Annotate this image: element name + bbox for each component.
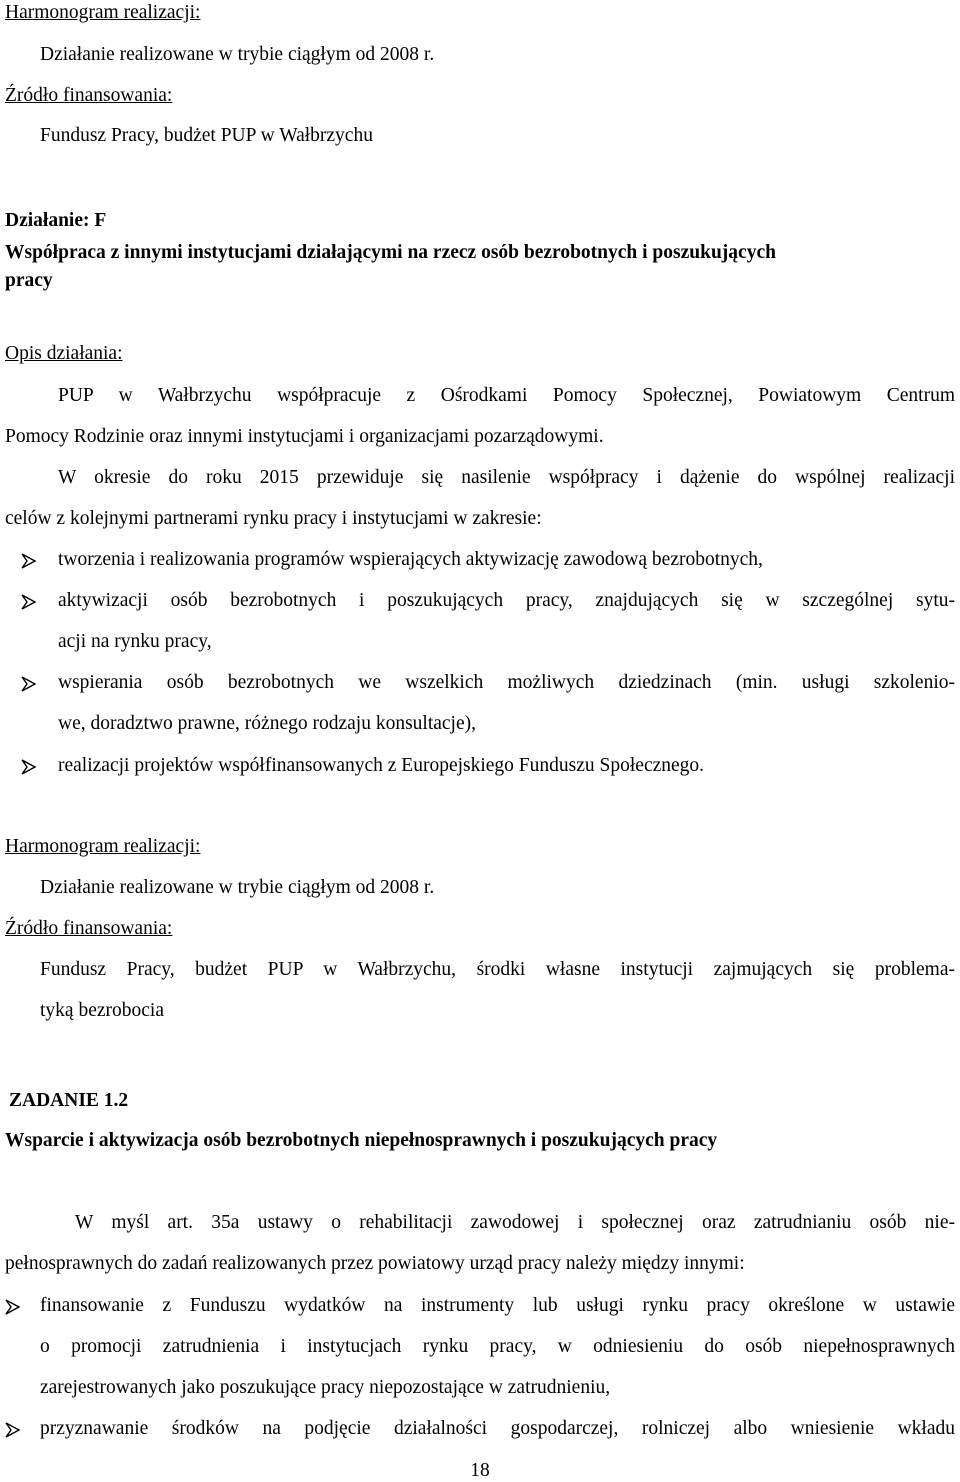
bullet-item: tworzenia i realizowania programów wspierających aktywizację zawodową bezrobotnych,: [58, 549, 763, 570]
description-label: Opis działania:: [5, 343, 123, 364]
funding-text: Fundusz Pracy, budżet PUP w Wałbrzychu: [40, 125, 373, 146]
bullet-item: realizacji projektów współfinansowanych z Europejskiego Funduszu Społecznego.: [58, 755, 705, 776]
action-title-line2: pracy: [5, 270, 53, 291]
funding-line2: tyką bezrobocia: [40, 1000, 164, 1021]
task-title: Wsparcie i aktywizacja osób bezrobotnych niepełnosprawnych i poszukujących pracy: [5, 1130, 718, 1151]
bullet-item-continuation: o promocji zatrudnienia i instytucjach rynku pracy, w odniesieniu do osób niepełnosprawnych: [40, 1336, 955, 1357]
action-title-line1: Współpraca z innymi instytucjami działającymi na rzecz osób bezrobotnych i poszukujących: [5, 242, 776, 263]
intro-line1: W myśl art. 35a ustawy o rehabilitacji zawodowej i społecznej oraz zatrudnianiu osób nie-: [75, 1212, 955, 1233]
intro-line2: pełnosprawnych do zadań realizowanych przez powiatowy urząd pracy należy między innymi:: [5, 1253, 745, 1274]
para1-line2: Pomocy Rodzinie oraz innymi instytucjami i organizacjami pozarządowymi.: [5, 426, 604, 447]
funding-label: Źródło finansowania:: [5, 85, 173, 106]
task-label: ZADANIE 1.2: [9, 1090, 129, 1111]
bullet-item: finansowanie z Funduszu wydatków na instrumenty lub usługi rynku pracy określone w ustawie: [40, 1295, 955, 1316]
bullet-arrow-icon: [21, 759, 37, 775]
page-number: 18: [470, 1460, 490, 1481]
bullet-arrow-icon: [5, 1299, 21, 1315]
bullet-item-continuation: acji na rynku pracy,: [58, 631, 212, 652]
funding-label: Źródło finansowania:: [5, 918, 173, 939]
bullet-arrow-icon: [21, 553, 37, 569]
schedule-label: Harmonogram realizacji:: [5, 836, 201, 857]
action-heading: Działanie: F: [5, 210, 107, 231]
bullet-arrow-icon: [5, 1422, 21, 1438]
bullet-item: aktywizacji osób bezrobotnych i poszukujących pracy, znajdujących się w szczególnej sytu-: [58, 590, 955, 611]
bullet-arrow-icon: [21, 594, 37, 610]
bullet-item-continuation: we, doradztwo prawne, różnego rodzaju konsultacje),: [58, 713, 477, 734]
para1-line1: PUP w Wałbrzychu współpracuje z Ośrodkami Pomocy Społecznej, Powiatowym Centrum: [58, 385, 955, 406]
bullet-item-continuation: zarejestrowanych jako poszukujące pracy niepozostające w zatrudnieniu,: [40, 1377, 611, 1398]
bullet-item: przyznawanie środków na podjęcie działalności gospodarczej, rolniczej albo wniesienie wkładu: [40, 1418, 955, 1439]
schedule-label: Harmonogram realizacji:: [5, 2, 201, 23]
bullet-item: wspierania osób bezrobotnych we wszelkich możliwych dziedzinach (min. usługi szkolenio-: [58, 672, 955, 693]
funding-line1: Fundusz Pracy, budżet PUP w Wałbrzychu, środki własne instytucji zajmujących się problema-: [40, 959, 955, 980]
schedule-text: Działanie realizowane w trybie ciągłym od 2008 r.: [40, 44, 435, 65]
schedule-text: Działanie realizowane w trybie ciągłym od 2008 r.: [40, 877, 435, 898]
para2-line2: celów z kolejnymi partnerami rynku pracy i instytucjami w zakresie:: [5, 508, 542, 529]
bullet-arrow-icon: [21, 676, 37, 692]
para2-line1: W okresie do roku 2015 przewiduje się nasilenie współpracy i dążenie do wspólnej realizacji: [58, 467, 955, 488]
